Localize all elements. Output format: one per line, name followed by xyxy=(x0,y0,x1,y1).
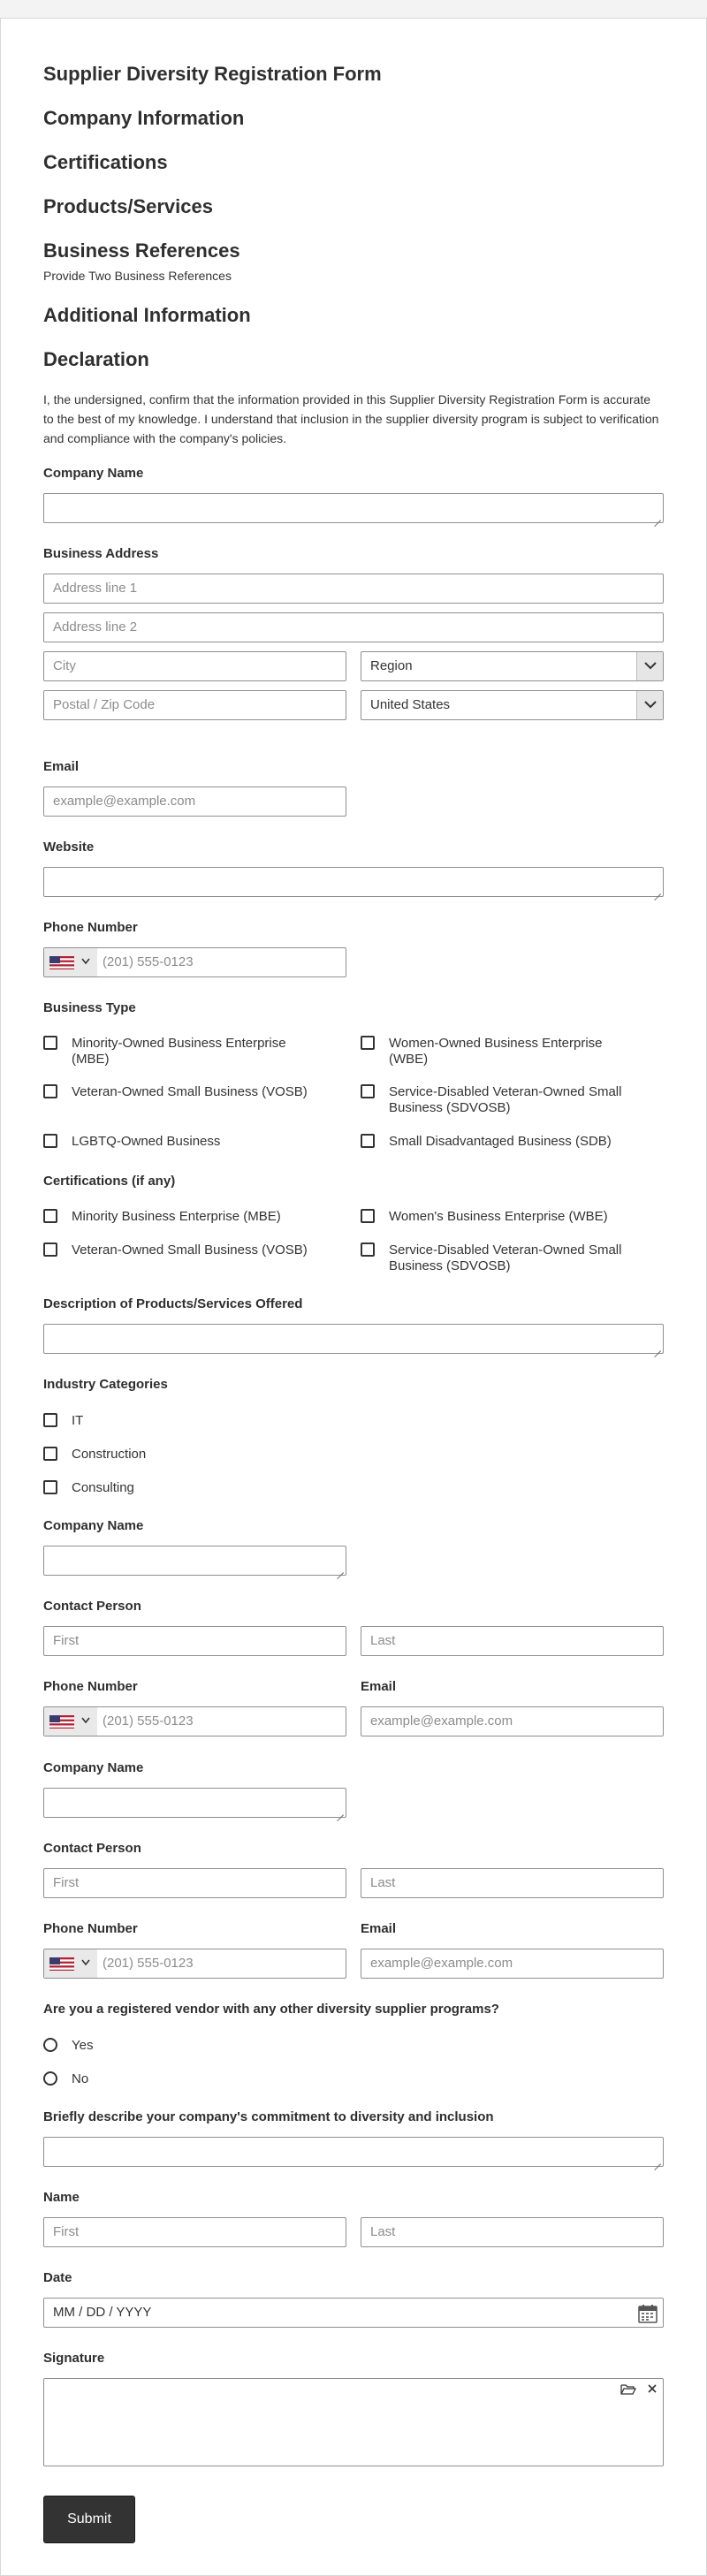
ref2-email-input[interactable]: example@example.com xyxy=(361,1949,664,1979)
checkbox[interactable] xyxy=(43,1084,57,1098)
commitment-input[interactable] xyxy=(43,2137,664,2167)
ref2-company-name-input[interactable] xyxy=(43,1788,346,1818)
description-label: Description of Products/Services Offered xyxy=(43,1296,303,1311)
certifications-label: Certifications (if any) xyxy=(43,1174,176,1189)
date-label: Date xyxy=(43,2270,72,2285)
ref1-phone-input[interactable] xyxy=(43,1706,346,1736)
ref1-company-name-label: Company Name xyxy=(43,1518,144,1533)
signature-label: Signature xyxy=(43,2351,105,2366)
business-type-label: Business Type xyxy=(43,1000,136,1015)
radio-button[interactable] xyxy=(43,2038,57,2052)
ref2-phone-label: Phone Number xyxy=(43,1921,138,1936)
ref1-email-input[interactable]: example@example.com xyxy=(361,1706,664,1736)
ref2-first-name-input[interactable]: First xyxy=(43,1868,346,1898)
last-name-input[interactable]: Last xyxy=(361,2217,664,2247)
ref1-email-label: Email xyxy=(361,1679,397,1694)
chevron-down-icon xyxy=(81,1717,90,1724)
ref2-last-name-input[interactable]: Last xyxy=(361,1868,664,1898)
ref2-phone-input[interactable] xyxy=(43,1949,346,1979)
ref1-first-name-input[interactable]: First xyxy=(43,1626,346,1656)
name-label: Name xyxy=(43,2190,80,2205)
website-input[interactable] xyxy=(43,867,664,897)
chevron-down-icon[interactable] xyxy=(636,652,663,680)
ref1-last-name-input[interactable]: Last xyxy=(361,1626,664,1656)
checkbox[interactable] xyxy=(43,1413,57,1427)
form-container: Supplier Diversity Registration Form Company Information Certifications Products/Services Business References Provide Two Business References Additional Information Declaration I, the undersigned, confirm that the information provided in this Supplier Diversity Registration Form is accurate to the best of my knowledge. I understand that inclusion in the supplier diversity program is subject to verification and compliance with the company's policies. Company Name Business Address Address line 1 Address line 2 City Region Postal / Zip Code United States Email example@example.com Website Phone Number (201) 555-0123 Business Type Minority-Owned Business Enterprise (MBE) Women-Owned Business Enterprise (WBE) Veteran-Owned Small Business (VOSB) Service-Disabled Veteran-Owned Small Business (SDVOSB) LGBTQ-Owned Business Small Disadvantaged Business (SDB) Certifications (if any) Minority Business Enterprise (MBE) Women's Business Enterprise (WBE) Veteran-Owned Small Business (VOSB) Service-Disabled Veteran-Owned Small Business (SDVOSB) Description of Products/Services Offered Industry Categories IT Construction Consulting Company Name Contact Person First Last Phone Number Email (201) 555-0123 example@example.com Company Name Contact Person First Last Phone Number Email (201) 555-0123 example@example.com Are you a registered vendor with any other diversity supplier programs? Yes No Briefly describe your company's commitment to diversity and inclusion Name First Last Date MM / DD / YYYY Signature Submit xyxy=(0,18,707,2576)
city-input[interactable]: City xyxy=(43,651,346,681)
us-flag-icon xyxy=(49,956,74,969)
country-code-selector[interactable] xyxy=(44,1949,97,1978)
company-name-input[interactable] xyxy=(43,493,664,523)
ref1-contact-person-label: Contact Person xyxy=(43,1599,141,1614)
first-name-input[interactable]: First xyxy=(43,2217,346,2247)
checkbox[interactable] xyxy=(43,1242,57,1257)
ref2-company-name-label: Company Name xyxy=(43,1760,144,1775)
section-declaration: Declaration xyxy=(43,348,149,370)
country-select-value: United States xyxy=(370,697,451,712)
region-select[interactable] xyxy=(361,651,664,681)
checkbox[interactable] xyxy=(43,1036,57,1050)
country-select[interactable] xyxy=(361,690,664,720)
chevron-down-icon xyxy=(81,958,90,965)
chevron-down-icon xyxy=(81,1959,90,1966)
industry-label: Industry Categories xyxy=(43,1377,168,1392)
section-company-information: Company Information xyxy=(43,107,245,129)
checkbox[interactable] xyxy=(43,1480,57,1494)
email-input[interactable]: example@example.com xyxy=(43,786,346,817)
checkbox[interactable] xyxy=(361,1036,375,1050)
checkbox[interactable] xyxy=(361,1134,375,1148)
resize-handle-icon[interactable] xyxy=(654,887,661,894)
resize-handle-icon[interactable] xyxy=(654,1344,661,1351)
address-line-2-input[interactable]: Address line 2 xyxy=(43,612,664,642)
section-additional-information: Additional Information xyxy=(43,304,251,326)
description-input[interactable] xyxy=(43,1324,664,1354)
phone-placeholder: (201) 555-0123 xyxy=(103,954,194,969)
ref2-contact-person-label: Contact Person xyxy=(43,1841,141,1856)
checkbox[interactable] xyxy=(43,1447,57,1461)
phone-input[interactable] xyxy=(43,947,346,977)
ref1-phone-label: Phone Number xyxy=(43,1679,138,1694)
chevron-down-icon[interactable] xyxy=(636,691,663,719)
section-business-references: Business References xyxy=(43,239,240,262)
phone-placeholder: (201) 555-0123 xyxy=(103,1956,194,1971)
section-certifications: Certifications xyxy=(43,151,168,173)
us-flag-icon xyxy=(49,1715,74,1729)
close-icon[interactable] xyxy=(647,2383,658,2394)
checkbox[interactable] xyxy=(43,1134,57,1148)
calendar-icon[interactable] xyxy=(638,2304,658,2323)
resize-handle-icon[interactable] xyxy=(337,1566,344,1573)
phone-placeholder: (201) 555-0123 xyxy=(103,1714,194,1729)
us-flag-icon xyxy=(49,1957,74,1971)
references-subtitle: Provide Two Business References xyxy=(43,269,232,283)
region-select-value: Region xyxy=(370,658,413,673)
country-code-selector[interactable] xyxy=(44,948,97,976)
resize-handle-icon[interactable] xyxy=(654,513,661,521)
signature-pad[interactable] xyxy=(43,2378,664,2466)
form-title: Supplier Diversity Registration Form xyxy=(43,63,382,85)
checkbox[interactable] xyxy=(361,1242,375,1257)
business-address-label: Business Address xyxy=(43,546,159,561)
declaration-text: I, the undersigned, confirm that the information provided in this Supplier Diversity Registration Form is accurate to the best of my knowledge. I understand that inclusion in the supplier diversity program is subject to verification and compliance with the company's policies. xyxy=(43,392,659,445)
postal-code-input[interactable]: Postal / Zip Code xyxy=(43,690,346,720)
ref1-company-name-input[interactable] xyxy=(43,1546,346,1576)
checkbox[interactable] xyxy=(361,1084,375,1098)
date-input[interactable] xyxy=(43,2298,664,2328)
country-code-selector[interactable] xyxy=(44,1707,97,1736)
date-placeholder: MM / DD / YYYY xyxy=(53,2305,152,2320)
radio-button[interactable] xyxy=(43,2071,57,2086)
company-name-label: Company Name xyxy=(43,466,144,481)
commitment-label: Briefly describe your company's commitment to diversity and inclusion xyxy=(43,2109,494,2124)
checkbox[interactable] xyxy=(361,1209,375,1223)
submit-button[interactable]: Submit xyxy=(43,2496,135,2543)
phone-label: Phone Number xyxy=(43,920,138,935)
ref2-email-label: Email xyxy=(361,1921,397,1936)
registered-vendor-label: Are you a registered vendor with any other diversity supplier programs? xyxy=(43,2002,499,2017)
checkbox[interactable] xyxy=(43,1209,57,1223)
resize-handle-icon[interactable] xyxy=(337,1808,344,1815)
section-products-services: Products/Services xyxy=(43,195,213,217)
folder-open-icon[interactable] xyxy=(620,2382,636,2395)
address-line-1-input[interactable]: Address line 1 xyxy=(43,574,664,604)
email-label: Email xyxy=(43,759,80,774)
website-label: Website xyxy=(43,840,95,855)
resize-handle-icon[interactable] xyxy=(654,2157,661,2164)
